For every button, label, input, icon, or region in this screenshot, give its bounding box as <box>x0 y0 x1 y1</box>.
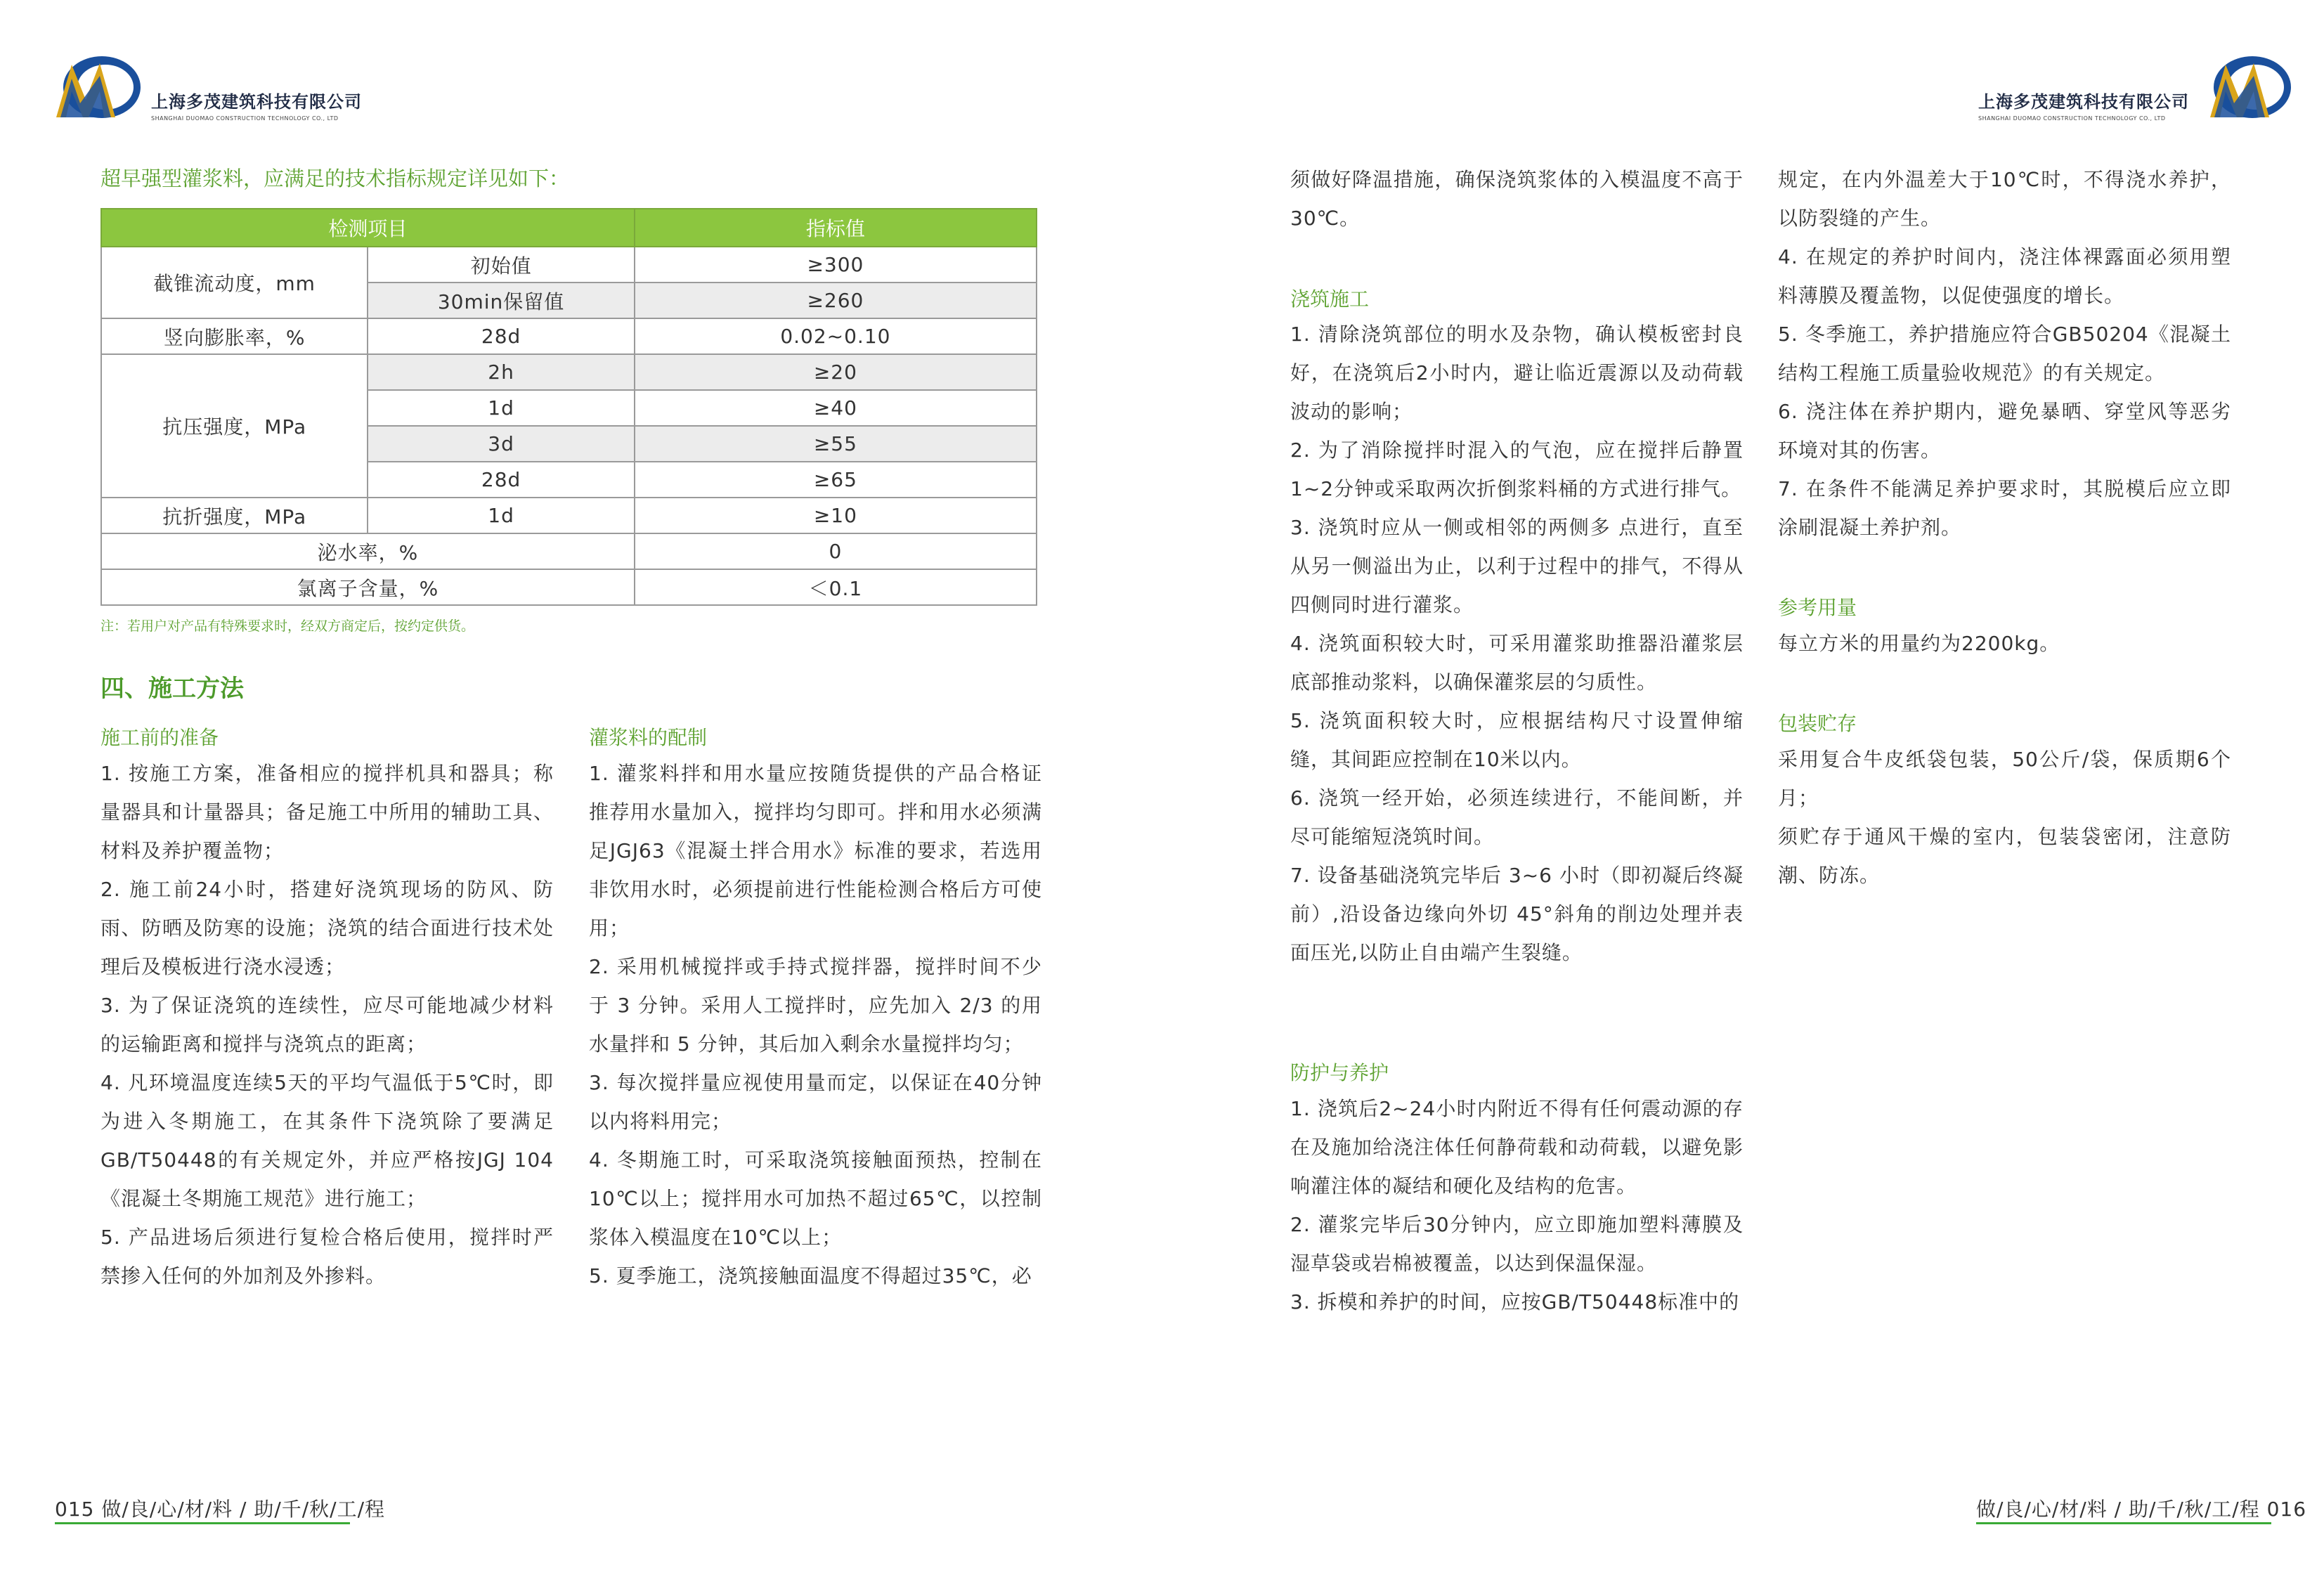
paragraph: 每立方米的用量约为2200kg。 <box>1778 632 2060 655</box>
paragraph: 5. 浇筑面积较大时，应根据结构尺寸设置伸缩缝，其间距应控制在10米以内。 <box>1290 709 1744 771</box>
table-cell-value: ≥65 <box>635 462 1037 498</box>
mixing-continued-text <box>1290 160 1744 238</box>
spec-table <box>100 208 1037 606</box>
curing-continued-text <box>1778 160 2231 547</box>
paragraph: 4. 凡环境温度连续5天的平均气温低于5℃时，即为进入冬期施工，在其条件下浇筑除了要满足GB/T50448的有关规定外，并应严格按JGJ 104《混凝土冬期施工规范》进行施工； <box>100 1071 554 1210</box>
subsection-title-mixing: 灌浆料的配制 <box>589 726 708 749</box>
table-cell-label: 竖向膨胀率，% <box>101 318 368 354</box>
table-cell-value: ≥10 <box>635 498 1037 533</box>
paragraph: 4. 冬期施工时，可采取浇筑接触面预热，控制在10℃以上；搅拌用水可加热不超过65℃，以控制浆体入模温度在10℃以上； <box>589 1148 1042 1249</box>
table-cell-label: 泌水率，% <box>101 533 635 569</box>
table-note: 注：若用户对产品有特殊要求时，经双方商定后，按约定供货。 <box>100 618 475 634</box>
paragraph: 7. 设备基础浇筑完毕后 3~6 小时（即初凝后终凝前）,沿设备边缘向外切 45°斜角的削边处理并表面压光,以防止自由端产生裂缝。 <box>1290 864 1744 964</box>
table-cell-label: 抗折强度，MPa <box>101 498 368 533</box>
table-header-item: 检测项目 <box>101 209 635 247</box>
table-cell: 2h <box>368 354 634 390</box>
pouring-text <box>1290 315 1744 972</box>
company-logo <box>42 51 141 121</box>
footer-underline <box>55 1522 350 1524</box>
company-name-left <box>151 88 362 122</box>
table-cell-label: 氯离子含量，% <box>101 569 635 605</box>
company-name-en: SHANGHAI DUOMAO CONSTRUCTION TECHNOLOGY CO., LTD <box>1978 115 2166 122</box>
paragraph: 5. 夏季施工，浇筑接触面温度不得超过35℃，必 <box>589 1264 1032 1287</box>
paragraph: 2. 采用机械搅拌或手持式搅拌器，搅拌时间不少于 3 分钟。采用人工搅拌时，应先加入 2/3 的用水量拌和 5 分钟，其后加入剩余水量搅拌均匀； <box>589 955 1042 1056</box>
table-cell: 3d <box>368 426 634 462</box>
table-cell-value: ≥40 <box>635 390 1037 426</box>
paragraph: 2. 灌浆完毕后30分钟内，应立即施加塑料薄膜及湿草袋或岩棉被覆盖，以达到保温保湿。 <box>1290 1213 1744 1275</box>
paragraph: 7. 在条件不能满足养护要求时，其脱模后应立即涂刷混凝土养护剂。 <box>1778 477 2231 539</box>
subsection-title-usage: 参考用量 <box>1778 596 1857 619</box>
company-name-right <box>1978 88 2189 122</box>
table-cell: 28d <box>368 318 634 354</box>
company-name-en: SHANGHAI DUOMAO CONSTRUCTION TECHNOLOGY CO., LTD <box>151 115 339 122</box>
table-intro: 超早强型灌浆料，应满足的技术指标规定详见如下： <box>100 167 570 190</box>
table-cell-value: ≥260 <box>635 283 1037 318</box>
paragraph: 2. 施工前24小时，搭建好浇筑现场的防风、防雨、防晒及防寒的设施；浇筑的结合面进行技术处理后及模板进行浇水浸透； <box>100 878 554 978</box>
subsection-title-packaging: 包装贮存 <box>1778 712 1857 735</box>
table-cell-label: 截锥流动度，mm <box>101 247 368 318</box>
table-cell-label: 抗压强度，MPa <box>101 354 368 498</box>
preparation-text <box>100 754 554 1295</box>
table-cell-value: ≥55 <box>635 426 1037 462</box>
footer-underline <box>1976 1522 2271 1524</box>
company-name-cn: 上海多茂建筑科技有限公司 <box>151 92 362 112</box>
paragraph: 3. 拆模和养护的时间，应按GB/T50448标准中的 <box>1290 1290 1740 1313</box>
company-name-cn: 上海多茂建筑科技有限公司 <box>1978 92 2189 112</box>
paragraph: 3. 浇筑时应从一侧或相邻的两侧多 点进行，直至从另一侧溢出为止，以利于过程中的排气，不得从四侧同时进行灌浆。 <box>1290 516 1744 616</box>
paragraph: 3. 为了保证浇筑的连续性，应尽可能地减少材料的运输距离和搅拌与浇筑点的距离； <box>100 994 554 1056</box>
paragraph: 3. 每次搅拌量应视使用量而定，以保证在40分钟以内将料用完； <box>589 1071 1042 1133</box>
subsection-title-curing: 防护与养护 <box>1290 1061 1389 1084</box>
table-header-value: 指标值 <box>635 209 1037 247</box>
usage-text <box>1778 624 2231 663</box>
table-cell-value: ≥20 <box>635 354 1037 390</box>
table-cell: 1d <box>368 390 634 426</box>
paragraph: 5. 冬季施工，养护措施应符合GB50204《混凝土结构工程施工质量验收规范》的有关规定。 <box>1778 323 2231 384</box>
mixing-text <box>589 754 1042 1295</box>
section-title: 四、施工方法 <box>100 675 244 703</box>
table-cell: 1d <box>368 498 634 533</box>
subsection-title-pouring: 浇筑施工 <box>1290 287 1370 311</box>
footer-left: 015 做/良/心/材/料 / 助/千/秋/工/程 <box>55 1498 386 1521</box>
paragraph: 6. 浇注体在养护期内，避免暴晒、穿堂风等恶劣环境对其的伤害。 <box>1778 400 2231 462</box>
table-cell-value: 0.02~0.10 <box>635 318 1037 354</box>
paragraph: 须做好降温措施，确保浇筑浆体的入模温度不高于30℃。 <box>1290 168 1744 230</box>
table-cell-value: ＜0.1 <box>635 569 1037 605</box>
paragraph: 5. 产品进场后须进行复检合格后使用，搅拌时严禁掺入任何的外加剂及外掺料。 <box>100 1226 554 1287</box>
paragraph: 6. 浇筑一经开始，必须连续进行，不能间断，并尽可能缩短浇筑时间。 <box>1290 786 1744 848</box>
paragraph: 1. 清除浇筑部位的明水及杂物，确认模板密封良好，在浇筑后2小时内，避让临近震源以及动荷载波动的影响； <box>1290 323 1744 423</box>
paragraph: 采用复合牛皮纸袋包装，50公斤/袋，保质期6个月； <box>1778 748 2231 810</box>
table-cell: 初始值 <box>368 247 634 283</box>
paragraph: 4. 在规定的养护时间内，浇注体裸露面必须用塑料薄膜及覆盖物，以促使强度的增长。 <box>1778 245 2231 307</box>
paragraph: 须贮存于通风干燥的室内，包装袋密闭，注意防潮、防冻。 <box>1778 825 2231 887</box>
table-cell-value: ≥300 <box>635 247 1037 283</box>
company-logo <box>2203 51 2302 121</box>
curing-text <box>1290 1089 1744 1321</box>
table-cell-value: 0 <box>635 533 1037 569</box>
paragraph: 规定，在内外温差大于10℃时，不得浇水养护，以防裂缝的产生。 <box>1778 168 2231 230</box>
table-cell: 30min保留值 <box>368 283 634 318</box>
paragraph: 1. 浇筑后2~24小时内附近不得有任何震动源的存在及施加给浇注体任何静荷载和动荷载，以避免影响灌注体的凝结和硬化及结构的危害。 <box>1290 1097 1744 1198</box>
paragraph: 4. 浇筑面积较大时，可采用灌浆助推器沿灌浆层底部推动浆料，以确保灌浆层的匀质性。 <box>1290 632 1744 694</box>
footer-right: 做/良/心/材/料 / 助/千/秋/工/程 016 <box>1976 1498 2307 1521</box>
paragraph: 1. 按施工方案，准备相应的搅拌机具和器具；称量器具和计量器具；备足施工中所用的辅助工具、材料及养护覆盖物； <box>100 762 554 862</box>
table-cell: 28d <box>368 462 634 498</box>
paragraph: 2. 为了消除搅拌时混入的气泡，应在搅拌后静置1~2分钟或采取两次折倒浆料桶的方式进行排气。 <box>1290 439 1744 500</box>
subsection-title-preparation: 施工前的准备 <box>100 726 219 749</box>
paragraph: 1. 灌浆料拌和用水量应按随货提供的产品合格证推荐用水量加入，搅拌均匀即可。拌和用水必须满足JGJ63《混凝土拌合用水》标准的要求，若选用非饮用水时，必须提前进行性能检测合格后方可使用； <box>589 762 1042 940</box>
packaging-text <box>1778 740 2231 895</box>
